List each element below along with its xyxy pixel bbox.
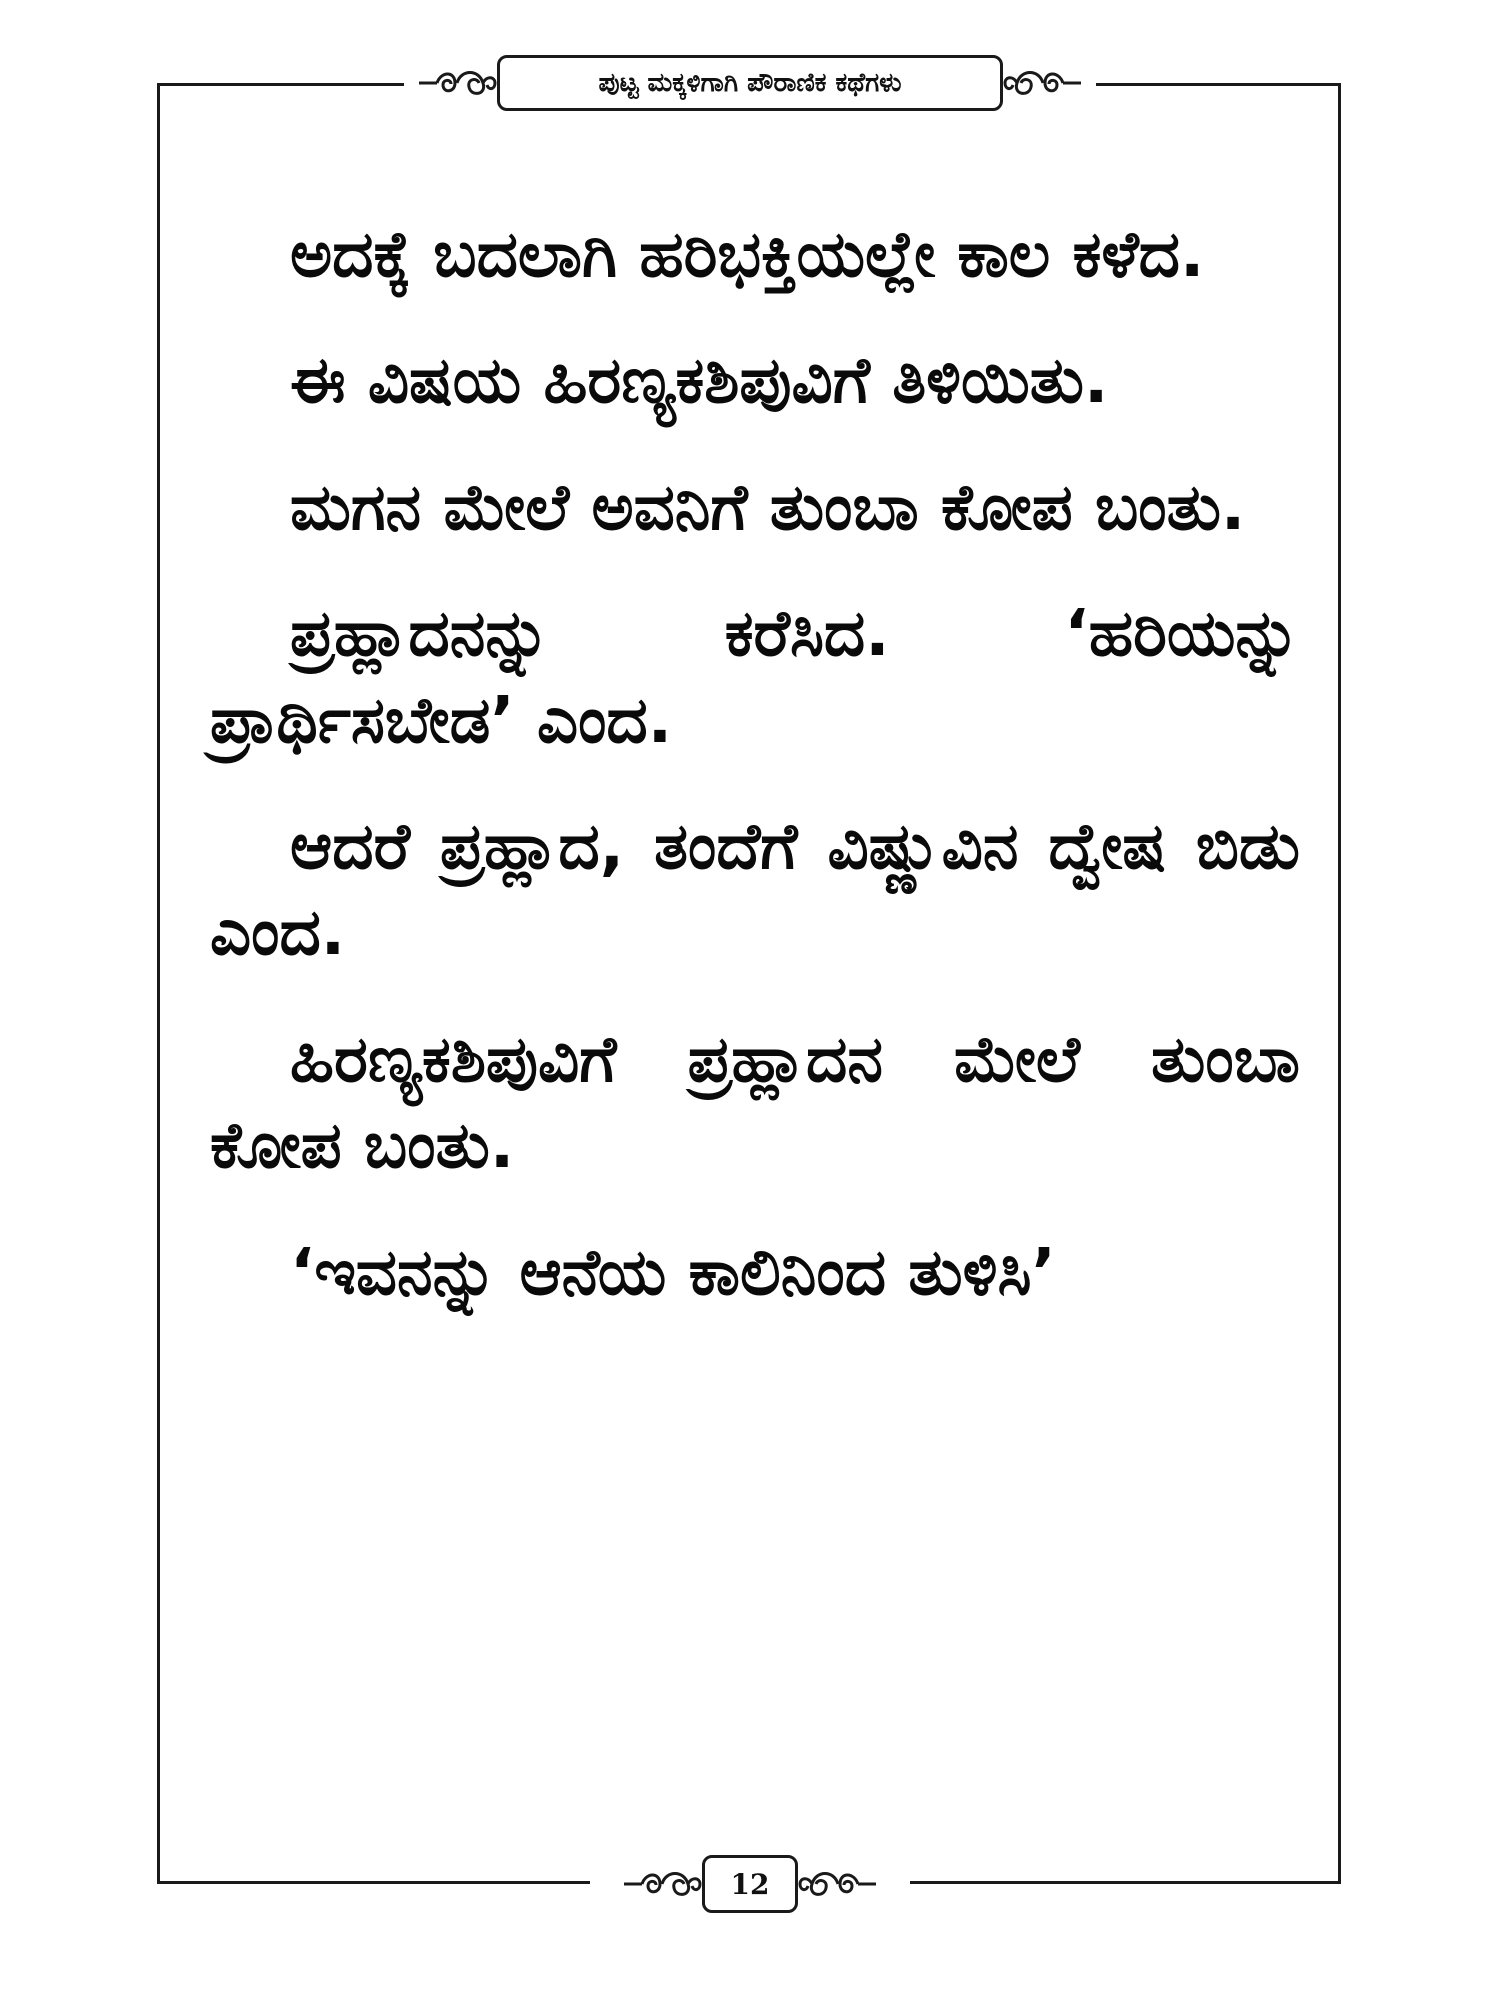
story-text xyxy=(210,212,1300,1356)
scroll-ornament-right-icon xyxy=(798,1864,878,1904)
scroll-ornament-left-icon xyxy=(417,63,497,103)
paragraph: ಹಿರಣ್ಯಕಶಿಪುವಿಗೆ ಪ್ರಹ್ಲಾದನ ಮೇಲೆ ತುಂಬಾ ಕೋಪ ಬಂತು. xyxy=(210,1022,1300,1184)
paragraph: ಪ್ರಹ್ಲಾದನನ್ನು ಕರೆಸಿದ. ‘ಹರಿಯನ್ನು ಪ್ರಾರ್ಥಿಸಬೇಡ’ ಎಂದ. xyxy=(210,597,1300,758)
paragraph: ‘ಇವನನ್ನು ಆನೆಯ ಕಾಲಿನಿಂದ ತುಳಿಸಿ’ xyxy=(290,1235,1056,1310)
page-footer xyxy=(590,1852,910,1916)
page-number: 12 xyxy=(702,1855,798,1913)
paragraph: ಆದರೆ ಪ್ರಹ್ಲಾದ, ತಂದೆಗೆ ವಿಷ್ಣುವಿನ ದ್ವೇಷ ಬಿಡು ಎಂದ. xyxy=(210,809,1300,971)
paragraph: ಅದಕ್ಕೆ ಬದಲಾಗಿ ಹರಿಭಕ್ತಿಯಲ್ಲೇ ಕಾಲ ಕಳೆದ. xyxy=(290,218,1205,292)
header-title: ಪುಟ್ಟ ಮಕ್ಕಳಿಗಾಗಿ ಪೌರಾಣಿಕ ಕಥೆಗಳು xyxy=(497,55,1003,111)
paragraph: ಈ ವಿಷಯ ಹಿರಣ್ಯಕಶಿಪುವಿಗೆ ತಿಳಿಯಿತು. xyxy=(290,344,1109,419)
scroll-ornament-right-icon xyxy=(1003,63,1083,103)
paragraph: ಮಗನ ಮೇಲೆ ಅವನಿಗೆ ತುಂಬಾ ಕೋಪ ಬಂತು. xyxy=(290,470,1246,545)
running-header xyxy=(404,52,1096,114)
scroll-ornament-left-icon xyxy=(622,1864,702,1904)
